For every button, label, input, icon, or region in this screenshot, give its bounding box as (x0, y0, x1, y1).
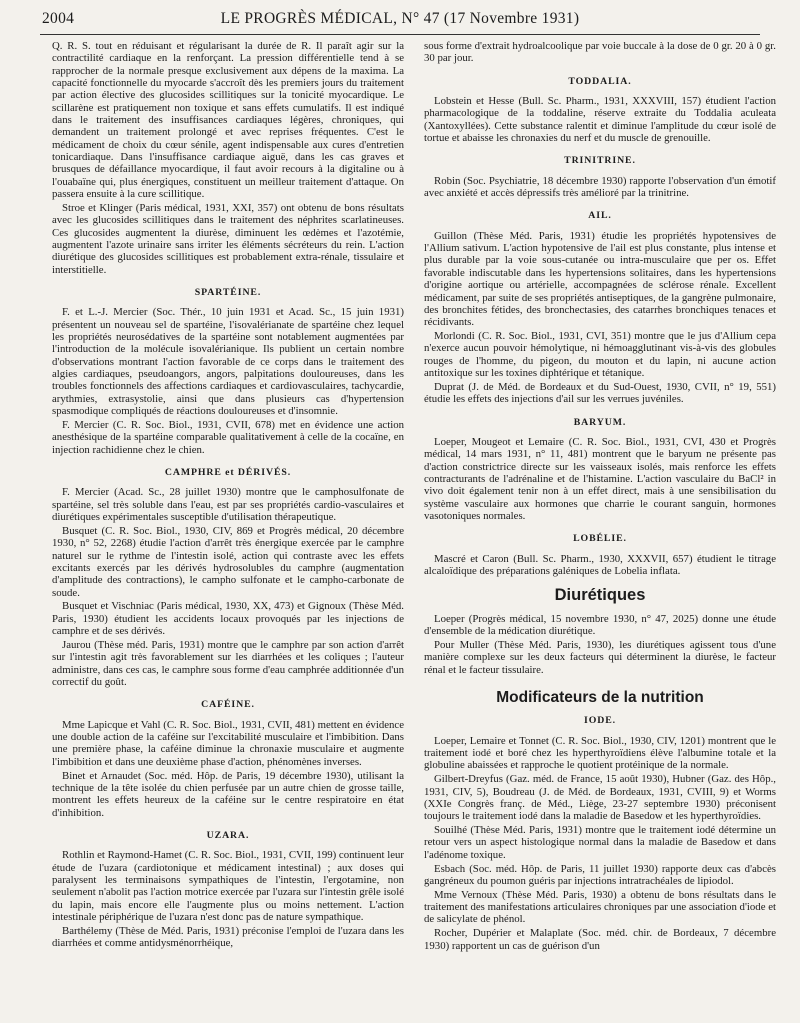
section-heading: IODE. (584, 715, 616, 727)
section-heading: CAMPHRE et DÉRIVÉS. (164, 467, 292, 478)
paragraph: Binet et Arnaudet (Soc. méd. Hôp. de Paris, 19 décembre 1930), utilisant la technique de la tête isolée du chien perfusée par un autre chien de grosse taille, montrent les effets heureux de la caféine sur le centre respiratoire en état d'inhibition. (52, 769, 404, 819)
paragraph: Mascré et Caron (Bull. Sc. Pharm., 1930, XXXVII, 657) étudient le titrage alcaloïdique des préparations galéniques de Lobelia inflata. (424, 552, 776, 578)
paragraph: F. Mercier (Acad. Sc., 28 juillet 1930) montre que le camphosulfonate de spartéine, sel très soluble dans l'eau, est par ses propriétés cardio-vasculaires et diurétiques expérimentales susceptible d'utilisation thérapeutique. (52, 486, 404, 524)
paragraph: Jaurou (Thèse méd. Paris, 1931) montre que le camphre par son action d'arrêt sur l'intestin agit très favorablement sur les diarrhées et les coliques ; l'auteur administre, dans ces cas, le camphre sous forme d'eau camphrée additionnée d'un correctif du goût. (52, 638, 404, 688)
section-heading: LOBÉLIE. (573, 533, 627, 545)
paragraph: Mme Vernoux (Thèse Méd. Paris, 1930) a obtenu de bons résultats dans le traitement des manifestations articulaires chroniques par une association d'iode et de salicylate de phénol. (424, 888, 776, 926)
paragraph: Q. R. S. tout en réduisant et régularisant la durée de R. Il paraît agir sur la contractilité cardiaque en la renforçant. La pression différentielle tend à se rapprocher de la normale presque exclusivement aux dépens de la maxima. La capacité fonctionnelle du myocarde s'accroît dès les premiers jours du traitement par action élective des glucosides scillitiques sur la tonicité myocardique. Le scillarène est pratiquement non toxique et sans effets cumulatifs. Il est indiqué dans le traitement des insuffisances cardiaques légères, chroniques, qui demandent un traitement prolongé et avec reprises fréquentes. C'est le médicament de choix du cœur sénile, agent indispensable aux cures d'entretien tonicardiaque. Dans l'insuffisance cardiaque aiguë, dans les cas graves et brusques de défaillance myocardique, il faut avoir recours à la digitaline ou à l'ouabaïne qui, plus énergiques, constituent un meilleur traitement d'attaque. On passera ensuite à la cure scillitique. (52, 40, 404, 201)
paragraph: F. et L.-J. Mercier (Soc. Thér., 10 juin 1931 et Acad. Sc., 15 juin 1931) présentent un nouveau sel de spartéine, l'isovalérianate de spartéine chez lequel les propriétés neurosédatives de la spartéine sont notablement augmentées par l'introduction de la molécule isovalérianique. Ils publient un certain nombre d'observations montrant l'action favorable de ce corps dans le traitement des algies cardiaques, pseudoangors, angors, palpitations douloureuses, dans les troubles fonctionnels des affections cardiaques et cardiovasculaires, tachycardie, arythmies, extrasystolie, ainsi que dans plusieurs cas d'hypertension spasmodique compliqués de réactions douloureuses et d'insomnie. (52, 306, 404, 418)
paragraph: Duprat (J. de Méd. de Bordeaux et du Sud-Ouest, 1930, CVII, n° 19, 551) étudie les effets des injections d'ail sur les verrues juvéniles. (424, 380, 776, 406)
chapter-heading: Modificateurs de la nutrition (496, 688, 704, 706)
paragraph: Souilhé (Thèse Méd. Paris, 1931) montre que le traitement iodé détermine un retour vers un aspect histologique normal dans la maladie de Basedow et dans l'adénome toxique. (424, 824, 776, 861)
paragraph: Busquet et Vischniac (Paris médical, 1930, XX, 473) et Gignoux (Thèse Méd. Paris, 1930) étudient les accidents locaux provoqués par les injections de camphre et de ses dérivés. (52, 600, 404, 638)
section-heading: TRINITRINE. (564, 155, 636, 167)
paragraph: Loeper (Progrès médical, 15 novembre 1930, n° 47, 2025) donne une étude d'ensemble de la médication diurétique. (424, 612, 776, 638)
section-heading: SPARTÉINE. (194, 287, 262, 299)
running-title: LE PROGRÈS MÉDICAL, N° 47 (17 Novembre 1931) (220, 10, 580, 27)
section-heading: BARYUM. (573, 416, 627, 428)
paragraph: Esbach (Soc. méd. Hôp. de Paris, 11 juillet 1930) rapporte deux cas d'abcès gangréneux du poumon guéris par injections intratrachéales de lipiodol. (424, 862, 776, 887)
section-heading: CAFÉINE. (201, 699, 255, 711)
paragraph: Lobstein et Hesse (Bull. Sc. Pharm., 1931, XXXVIII, 157) étudient l'action pharmacologique de la toddaline, réserve extraite du Toddalia aculeata (Xantoxyllées). Cette substance ralentit et diminue l'amplitude du cœur isolé de tortue et abaisse les chronaxies du nerf et du muscle de grenouille. (424, 95, 776, 145)
paragraph: Busquet (C. R. Soc. Biol., 1930, CIV, 869 et Progrès médical, 20 décembre 1930, n° 52, 2268) étudie l'action d'arrêt très énergique exercée par le camphre naturel sur le rythme de l'intestin isolé, action qui contraste avec les effets excitants exercés par les dérivés hydrosolubles du camphre (augmentation d'amplitude des contractions), le campho sulfonate et le campho-carbonate de soude. (52, 524, 404, 599)
page-number: 2004 (42, 10, 75, 27)
paragraph: Loeper, Lemaire et Tonnet (C. R. Soc. Biol., 1930, CIV, 1201) montrent que le traitement iodé et boré chez les hyperthyroïdiens élève l'albumine totale et la globuline abaissées et rapproche le quotient protéinique de la normale. (424, 734, 776, 772)
paragraph: F. Mercier (C. R. Soc. Biol., 1931, CVII, 678) met en évidence une action anesthésique de la spartéine comparable qualitativement à celle de la cocaïne, en injection rachidienne chez le chien. (52, 418, 404, 456)
paragraph: Barthélemy (Thèse de Méd. Paris, 1931) préconise l'emploi de l'uzara dans les diarrhées et comme antidysménorrhéique, (52, 924, 404, 950)
paragraph: Gilbert-Dreyfus (Gaz. méd. de France, 15 août 1930), Hubner (Gaz. des Hôp., 1931, CIV, 5), Boudreau (J. de Méd. de Bordeaux, 1931, CVIII, 9) et Worms (XXIe Congrès franç. de Méd., Liège, 23-27 septembre 1930) préconisent toujours le traitement iodé dans la maladie de Basedow et les hyperthyroïdies. (424, 773, 776, 823)
paragraph: Guillon (Thèse Méd. Paris, 1931) étudie les propriétés hypotensives de l'Allium sativum. L'action hypotensive de l'ail est plus constante, plus intense et plus durable par la voie sous-cutanée ou intra-musculaire que per os. Effet favorable indiscutable dans les hypertensions solitaires, dans les hypertensions d'origine aortique ou artérielle, accompagnées de sclérose rénale. Excellent médicament, par suite de ses propriétés antiseptiques, de la gangrène pulmonaire, des bronchites fétides, des bronchectasies, des catarrhes bronchiques tenaces et récidivants. (424, 229, 776, 329)
paragraph: Mme Lapicque et Vahl (C. R. Soc. Biol., 1931, CVII, 481) mettent en évidence une double action de la caféine sur l'excitabilité musculaire et l'imbibition. Dans une première phase, la caféine diminue la chronaxie musculaire et augmente l'imbibition et dans une deuxième phase d'action, phénomènes inverses. (52, 718, 404, 768)
paragraph: Morlondi (C. R. Soc. Biol., 1931, CVI, 351) montre que le jus d'Allium cepa n'exerce aucun pouvoir hémolytique, ni hémoagglutinant vis-à-vis des globules rouges de l'homme, du pigeon, du mouton et du lapin, ni aucune action antitoxique sur les toxines diphtérique et tétanique. (424, 330, 776, 380)
paragraph: sous forme d'extrait hydroalcoolique par voie buccale à la dose de 0 gr. 20 à 0 gr. 30 par jour. (424, 40, 776, 65)
section-heading: UZARA. (206, 829, 250, 841)
section-heading: TODDALIA. (568, 75, 632, 87)
paragraph: Stroe et Klinger (Paris médical, 1931, XXI, 357) ont obtenu de bons résultats avec les glucosides scillitiques dans le traitement des néphrites scarlatineuses. Ces glucosides augmentent la diurèse, diminuent les œdèmes et l'azotémie, augmentent l'azote urinaire sans irriter les éléments sécréteurs du rein. L'action diurétique des glucosides scillitiques est probablement extra-rénale, tissulaire et interstitielle. (52, 201, 404, 276)
paragraph: Rocher, Dupérier et Malaplate (Soc. méd. chir. de Bordeaux, 7 décembre 1930) rapportent un cas de guérison d'un (424, 927, 776, 952)
left-column (52, 40, 404, 1018)
right-column (424, 40, 776, 1018)
section-heading: AIL. (588, 210, 612, 222)
paragraph: Loeper, Mougeot et Lemaire (C. R. Soc. Biol., 1931, CVI, 430 et Progrès médical, 14 mars 1931, n° 11, 481) montrent que le baryum ne présente pas d'action constrictrice directe sur les vaisseaux isolés, mais renforce les effets contracturants de l'adrénaline et de l'histamine. L'action vasculaire du BaCl² in vivo doit également tenir non à un effet direct, mais à une sensibilisation du système vasculaire aux hormones que charrie le courant sanguin, hormones vasotoniques normales. (424, 435, 776, 522)
page-header (40, 4, 760, 35)
chapter-heading: Diurétiques (554, 586, 646, 605)
paragraph: Robin (Soc. Psychiatrie, 18 décembre 1930) rapporte l'observation d'un émotif avec anxiété et accès dépressifs très amélioré par la trinitrine. (424, 174, 776, 200)
paragraph: Pour Muller (Thèse Méd. Paris, 1930), les diurétiques agissent tous d'une manière complexe sur les deux facteurs qui déterminent la diurèse, le facteur rénal et le facteur tissulaire. (424, 638, 776, 676)
paragraph: Rothlin et Raymond-Hamet (C. R. Soc. Biol., 1931, CVII, 199) continuent leur étude de l'uzara (cardiotonique et médicament intestinal) ; aux doses qui paralysent les terminaisons sympathiques de l'intestin, l'ergotamine, non seulement n'abolit pas l'action motrice exercée par l'uzara sur l'intestin grêle isolé du lapin, mais encore elle l'augmente plus ou moins nettement. L'action intestinale périphérique de l'uzara n'est donc pas de nature sympathique. (52, 849, 404, 923)
